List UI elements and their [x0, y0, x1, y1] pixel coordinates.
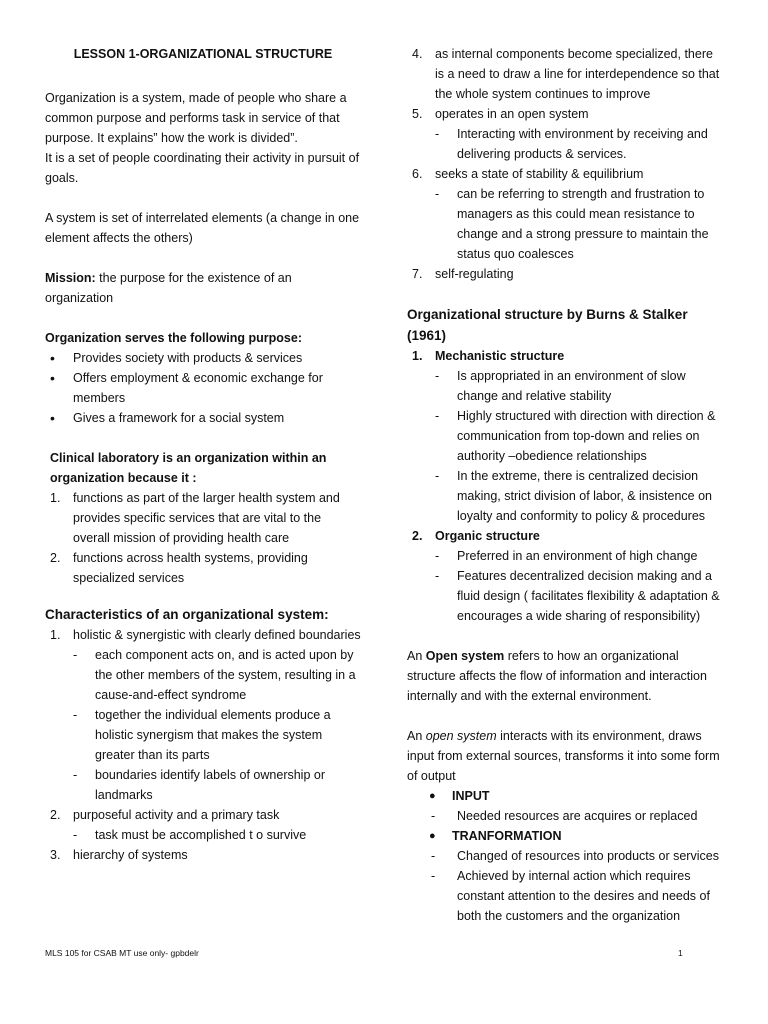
- list-item: - each component acts on, and is acted upon by the other members of the system, resulting in a cause-and-effect syndrome: [73, 648, 356, 702]
- list-item: - Changed of resources into products or services: [431, 849, 719, 863]
- characteristics-sublist-2: [45, 825, 361, 845]
- list-item: • Gives a framework for a social system: [50, 410, 285, 426]
- open-system-paragraph-2: An open system interacts with its environment, draws input from external sources, transforms it into some form of output: [407, 729, 720, 783]
- list-item: - Highly structured with direction with direction & communication from top-down and relies on authority –obedience relationships: [435, 409, 716, 463]
- right-column: [407, 44, 723, 926]
- list-item: 3. hierarchy of systems: [50, 848, 188, 862]
- characteristics-list: [45, 625, 361, 645]
- list-item: - boundaries identify labels of ownership or landmarks: [73, 768, 325, 802]
- characteristics-heading: Characteristics of an organizational system:: [45, 607, 329, 622]
- bullet-icon: •: [50, 410, 55, 426]
- burns-stalker-heading: Organizational structure by Burns & Stalker (1961): [407, 307, 688, 343]
- purpose-list: [45, 348, 361, 428]
- list-item: - can be referring to strength and frustration to managers as this could mean resistance to change and a strong pressure to maintain the status quo coalesces: [435, 187, 709, 261]
- list-item: 1. functions as part of the larger health system and provides specific services that are vital to the overall mission of providing health care: [50, 491, 340, 545]
- list-item: - Is appropriated in an environment of slow change and relative stability: [435, 369, 686, 403]
- list-item: 1. Mechanistic structure: [412, 349, 565, 363]
- list-item: - Preferred in an environment of high change: [435, 549, 698, 563]
- page-number: 1: [678, 948, 683, 958]
- list-item: 1. holistic & synergistic with clearly defined boundaries: [50, 628, 361, 642]
- intro-paragraph-2: It is a set of people coordinating their activity in pursuit of goals.: [45, 151, 360, 185]
- list-item: - Needed resources are acquires or replaced: [431, 809, 698, 823]
- list-item: 2. purposeful activity and a primary task: [50, 808, 280, 822]
- list-item: 2. functions across health systems, providing specialized services: [50, 551, 308, 585]
- mission-text: the purpose for the existence of an organization: [45, 271, 292, 305]
- bullet-icon: •: [50, 350, 55, 366]
- clinical-list: [45, 488, 361, 588]
- mission-label: Mission:: [45, 271, 96, 285]
- bullet-icon: ●: [429, 790, 436, 802]
- list-item: 4. as internal components become specialized, there is a need to draw a line for interdependence so that the whole system continues to improve: [412, 47, 720, 101]
- clinical-heading: Clinical laboratory is an organization within an organization because it :: [50, 451, 327, 485]
- intro-paragraph: Organization is a system, made of people who share a common purpose and performs task in service of that purpose. It explains” how the work is divided”.: [45, 91, 347, 145]
- list-item: - In the extreme, there is centralized decision making, strict division of labor, & insistence on loyalty and conformity to policy & procedures: [435, 469, 712, 523]
- bullet-icon: •: [50, 370, 55, 386]
- list-item: - Interacting with environment by receiving and delivering products & services.: [435, 127, 708, 161]
- list-item: 5. operates in an open system: [412, 107, 589, 121]
- purpose-heading: Organization serves the following purpose:: [45, 331, 302, 345]
- list-item: - task must be accomplished t o survive: [73, 828, 307, 842]
- left-column: [45, 44, 361, 865]
- footer-text: MLS 105 for CSAB MT use only- gpbdelr: [45, 948, 199, 958]
- list-item: 7. self-regulating: [412, 267, 514, 281]
- list-item: ● TRANFORMATION: [407, 826, 723, 846]
- mission-paragraph: [45, 268, 361, 308]
- system-definition: A system is set of interrelated elements (a change in one element affects the others): [45, 211, 360, 245]
- bullet-icon: ●: [429, 830, 436, 842]
- list-item: - Achieved by internal action which requires constant attention to the desires and needs of both the customers and the organization: [431, 869, 710, 923]
- list-item: ● INPUT: [407, 786, 723, 806]
- list-item: • Offers employment & economic exchange for members: [50, 370, 323, 405]
- list-item: - together the individual elements produce a holistic synergism that makes the system greater than its parts: [73, 708, 331, 762]
- list-item: • Provides society with products & services: [50, 350, 303, 366]
- list-item: 6. seeks a state of stability & equilibrium: [412, 167, 644, 181]
- list-item: 2. Organic structure: [412, 529, 540, 543]
- list-item: - Features decentralized decision making and a fluid design ( facilitates flexibility & adaptation & encourages a wide sharing of responsibility): [435, 569, 720, 623]
- open-system-paragraph: An Open system refers to how an organizational structure affects the flow of information and interaction internally and with the external environment.: [407, 649, 707, 703]
- lesson-title: LESSON 1-ORGANIZATIONAL STRUCTURE: [73, 47, 333, 61]
- characteristics-sublist-1: [45, 645, 361, 805]
